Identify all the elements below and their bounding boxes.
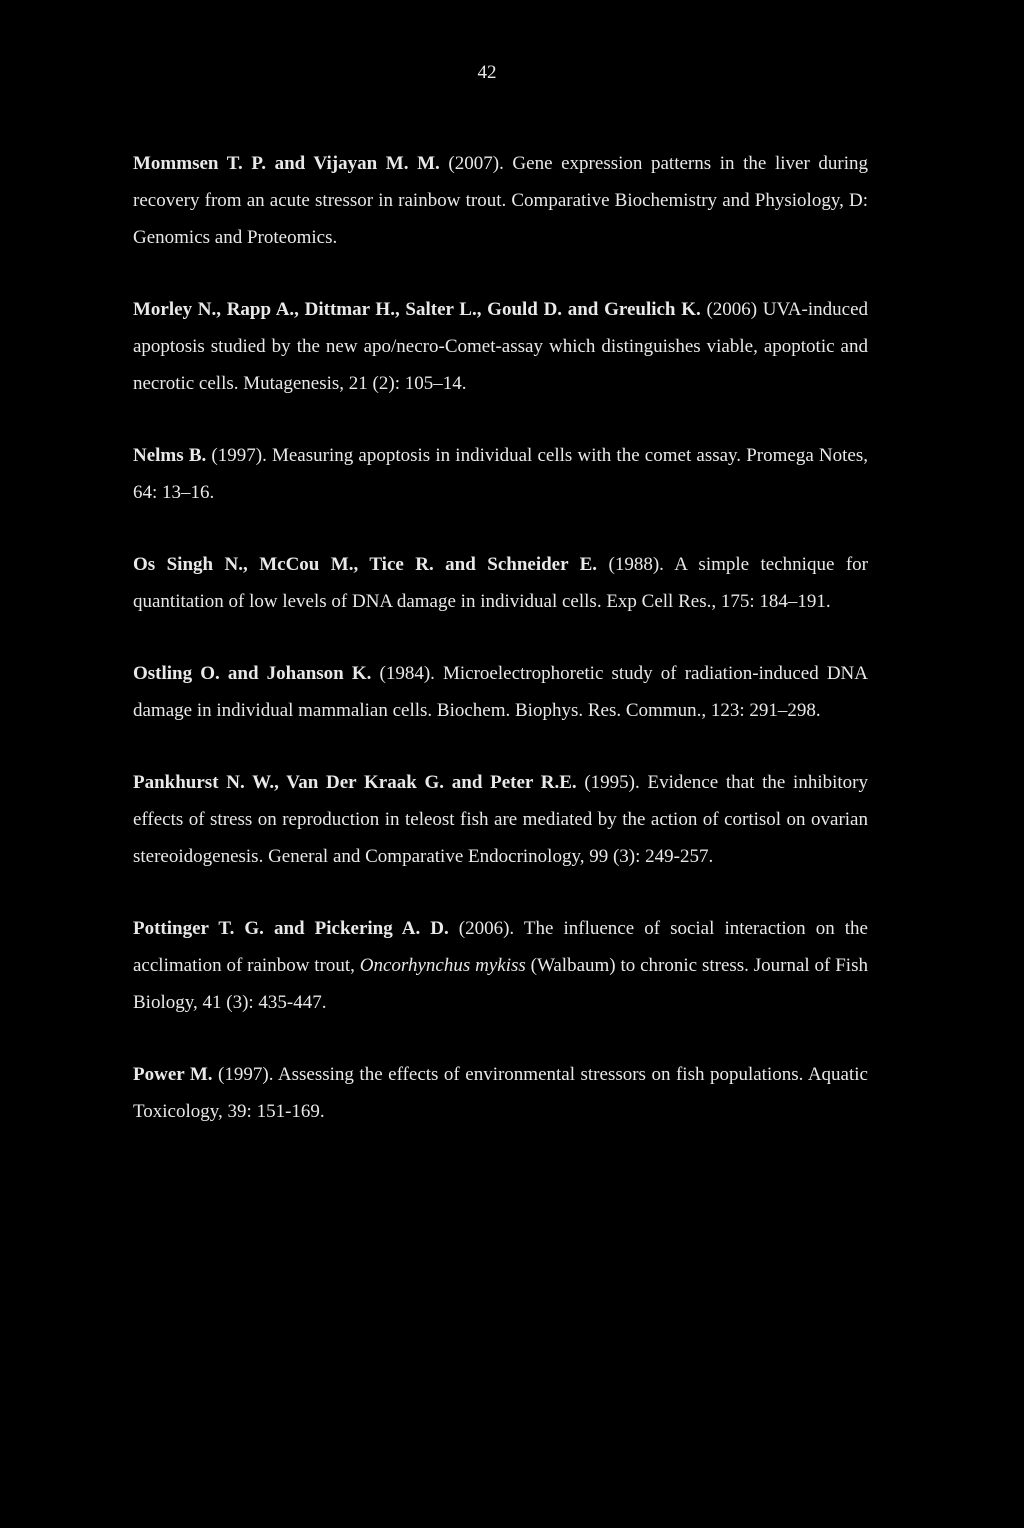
reference-entry [133,291,868,402]
reference-text: (1984). Microelectrophoretic study of radiation-induced DNA damage in individual mammalian cells. Biochem. Biophys. Res. Commun., 123: 291–298. [133,663,868,721]
reference-text: (Walbaum) to chronic stress. Journal of Fish Biology, 41 (3): 435-447. [133,955,868,1013]
species-name: Oncorhynchus mykiss [359,955,526,976]
page-number: 42 [477,62,497,83]
reference-text: (2007). Gene expression patterns in the liver during recovery from an acute stressor in rainbow trout. Comparative Biochemistry and Physiology, D: Genomics and Proteomics. [133,153,869,248]
reference-text: (1988). A simple technique for quantitation of low levels of DNA damage in individual cells. Exp Cell Res., 175: 184–191. [133,554,868,612]
reference-list [133,145,868,1165]
reference-authors: Mommsen T. P. and Vijayan M. M. [133,153,440,174]
reference-entry [133,145,868,256]
reference-authors: Ostling O. and Johanson K. [133,663,372,684]
reference-authors: Pottinger T. G. and Pickering A. D. [133,918,449,939]
reference-authors: Power M. [133,1064,213,1085]
reference-text: (2006) UVA-induced apoptosis studied by the new apo/necro-Comet-assay which distinguishes viable, apoptotic and necrotic cells. Mutagenesis, 21 (2): 105–14. [133,299,868,394]
reference-entry [133,437,868,511]
reference-authors: Morley N., Rapp A., Dittmar H., Salter L., Gould D. and Greulich K. [133,299,701,320]
reference-entry [133,546,868,620]
reference-text: (2006). The influence of social interaction on the acclimation of rainbow trout, [133,918,868,976]
reference-entry [133,910,868,1021]
reference-entry [133,655,868,729]
reference-text: (1997). Assessing the effects of environmental stressors on fish populations. Aquatic Toxicology, 39: 151-169. [133,1064,868,1122]
reference-entry [133,764,868,875]
reference-authors: Os Singh N., McCou M., Tice R. and Schneider E. [133,554,598,575]
reference-entry [133,1056,868,1130]
reference-text: (1995). Evidence that the inhibitory effects of stress on reproduction in teleost fish are mediated by the action of cortisol on ovarian stereoidogenesis. General and Comparative Endocrinology, 99 (3): 249-257. [133,772,868,867]
reference-text: (1997). Measuring apoptosis in individual cells with the comet assay. Promega Notes, 64: 13–16. [133,445,869,503]
reference-authors: Pankhurst N. W., Van Der Kraak G. and Peter R.E. [133,772,577,793]
reference-authors: Nelms B. [133,445,207,466]
